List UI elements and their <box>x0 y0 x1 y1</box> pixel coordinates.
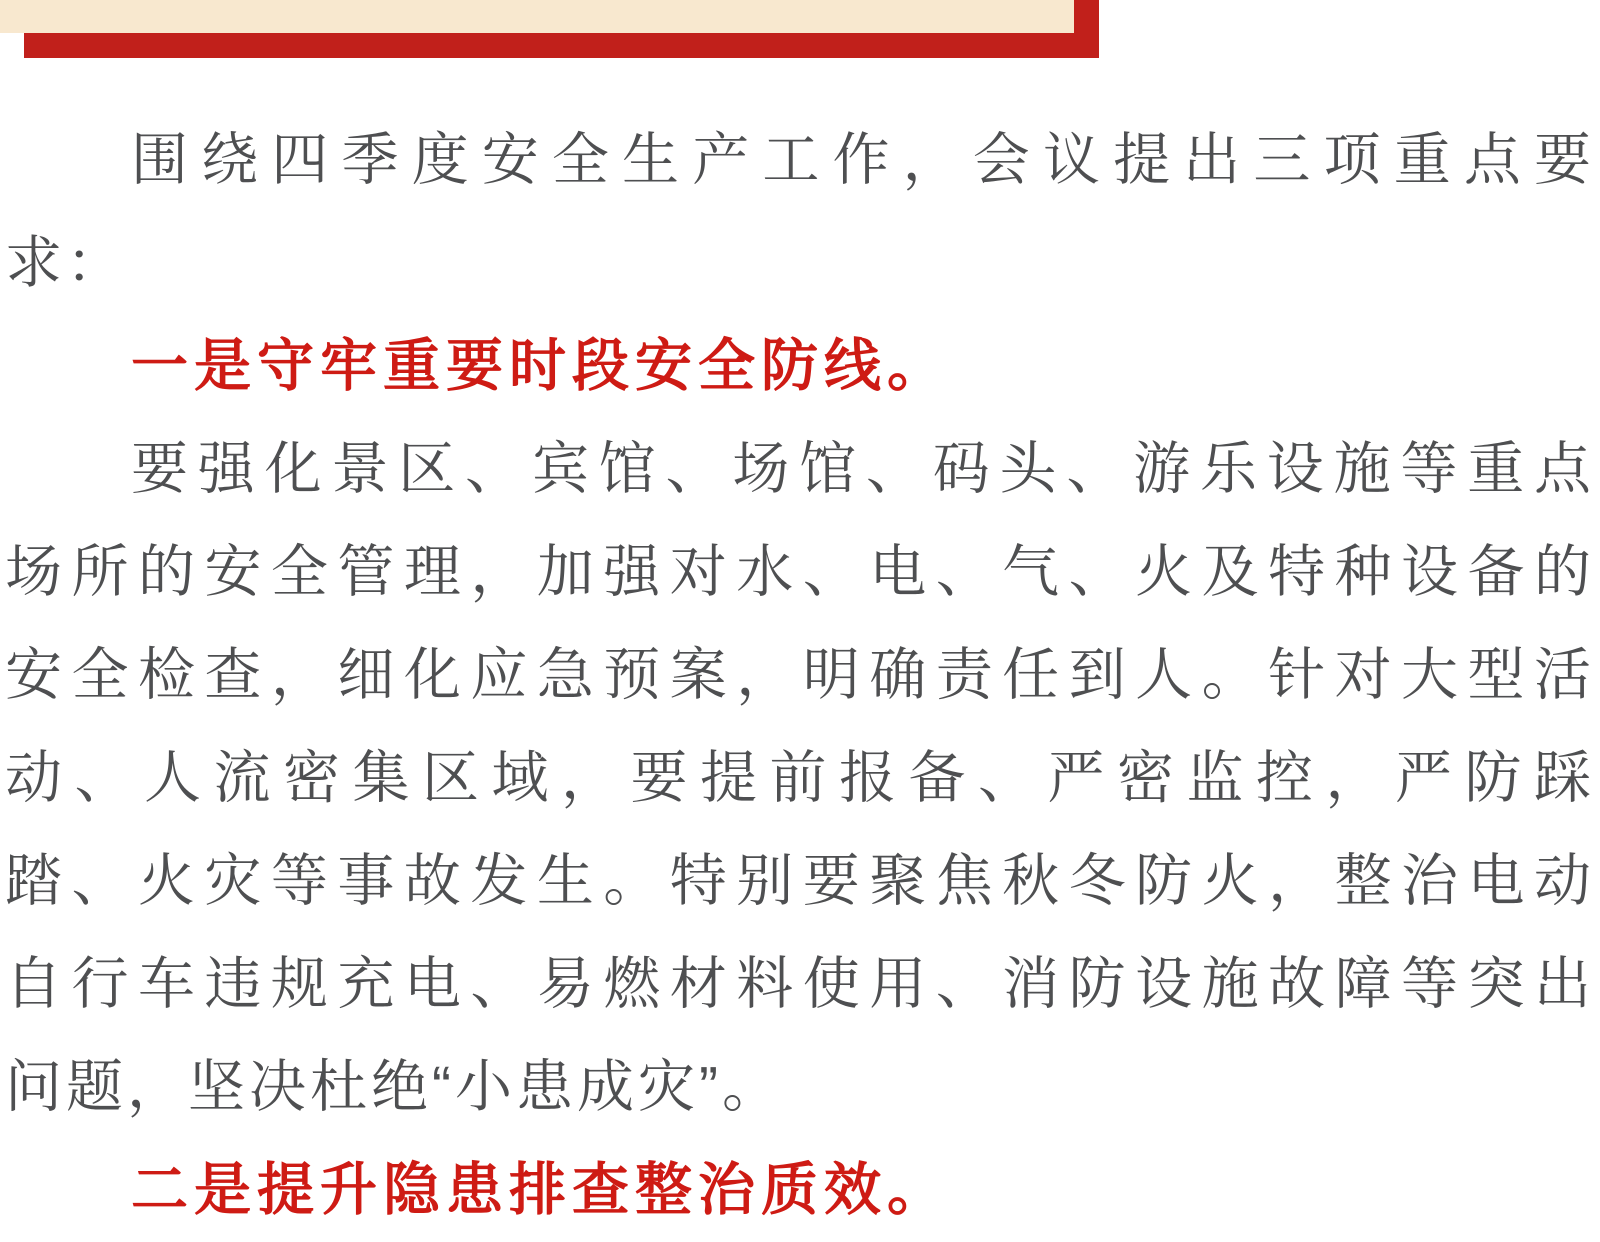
text-line: 一是守牢重要时段安全防线。 <box>131 334 950 398</box>
text-line: 自行车违规充电、易燃材料使用、消防设施故障等突出 <box>5 952 1595 1016</box>
section-heading-one <box>5 315 1595 418</box>
text-line: 求： <box>5 231 127 295</box>
text-line: 二是提升隐患排查整治质效。 <box>131 1158 950 1222</box>
text-line: 安全检查，细化应急预案，明确责任到人。针对大型活 <box>5 643 1595 707</box>
text-line: 问题，坚决杜绝“小患成灾”。 <box>5 1055 783 1119</box>
text-line: 围绕四季度安全生产工作，会议提出三项重点要 <box>131 128 1595 192</box>
intro-paragraph <box>5 109 1595 315</box>
text-line: 动、人流密集区域，要提前报备、严密监控，严防踩 <box>5 746 1595 810</box>
section-heading-two <box>5 1139 1595 1242</box>
section-one-body-paragraph <box>5 418 1595 1139</box>
text-line: 场所的安全管理，加强对水、电、气、火及特种设备的 <box>5 540 1595 604</box>
text-line: 踏、火灾等事故发生。特别要聚焦秋冬防火，整治电动 <box>5 849 1595 913</box>
text-line: 要强化景区、宾馆、场馆、码头、游乐设施等重点 <box>131 437 1595 501</box>
